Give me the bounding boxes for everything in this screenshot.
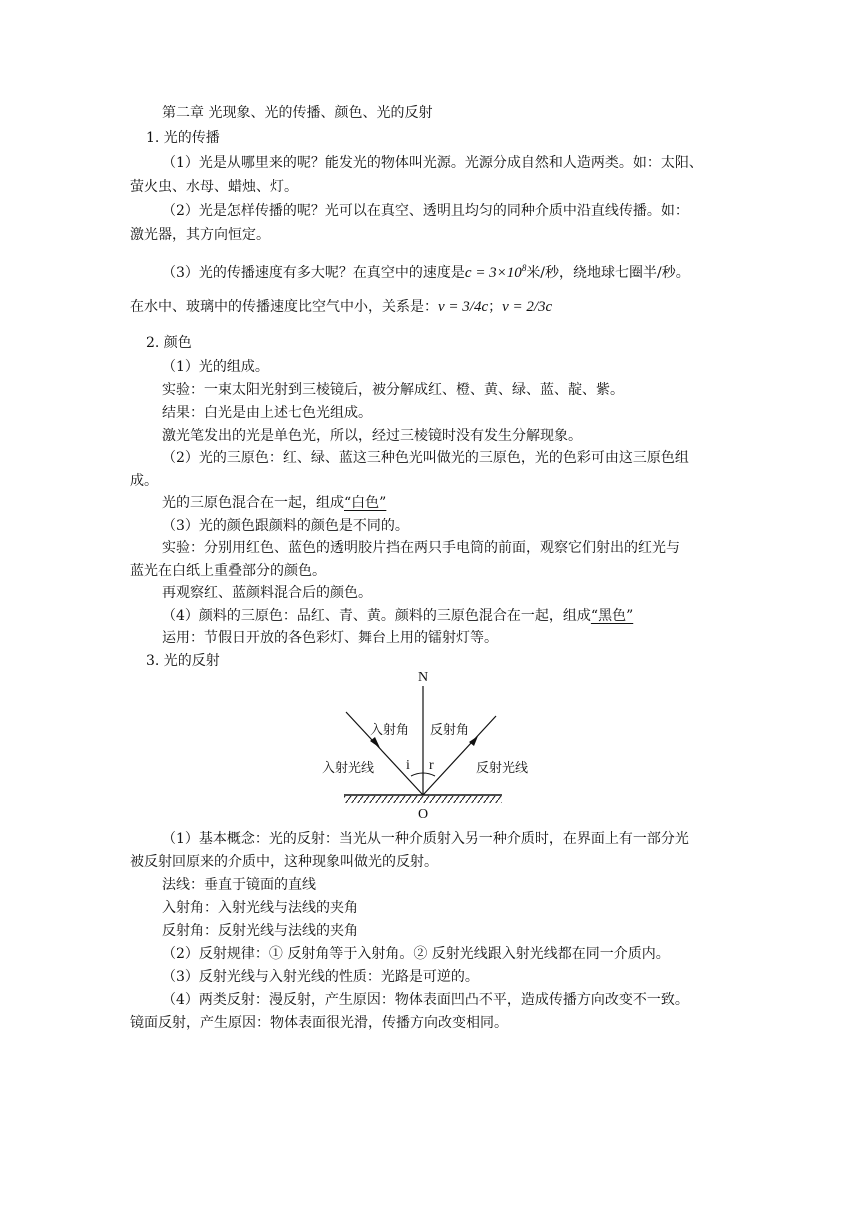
color-line-5a: （2）光的三原色：红、绿、蓝这三种色光叫做光的三原色，光的色彩可由这三原色组 [162, 450, 689, 466]
reflect-line-1a: （1）基本概念：光的反射：当光从一种介质射入另一种介质时，在界面上有一部分光 [162, 831, 689, 847]
reflect-line-4: 反射角：反射光线与法线的夹角 [162, 923, 358, 939]
relation-formula-1: v = 3/4c [438, 299, 489, 315]
black-text: （4）颜料的三原色：品红、青、黄。颜料的三原色混合在一起，组成 [162, 608, 591, 624]
section-2-heading: 2. 颜色 [146, 335, 192, 351]
para-propagation-2: 激光器，其方向恒定。 [130, 227, 270, 243]
page-title: 第二章 光现象、光的传播、颜色、光的反射 [162, 105, 433, 121]
reflection-diagram [318, 664, 529, 824]
para-light-source-2: 萤火虫、水母、蜡烛、灯。 [130, 179, 298, 195]
speed-text-post: 米/秒，绕地球七圈半/秒。 [526, 265, 690, 281]
color-line-1: （1）光的组成。 [162, 359, 269, 375]
reflect-line-6: （3）反射光线与入射光线的性质：光路是可逆的。 [162, 969, 479, 985]
para-light-source-1: （1）光是从哪里来的呢？能发光的物体叫光源。光源分成自然和人造两类。如：太阳、 [162, 155, 703, 171]
incident-angle-label: 入射角 [370, 723, 410, 738]
reflect-line-1b: 被反射回原来的介质中，这种现象叫做光的反射。 [130, 854, 438, 870]
mirror-hatching [344, 796, 502, 803]
section-1-heading: 1. 光的传播 [146, 130, 220, 146]
white-answer: “白色” [344, 495, 387, 511]
speed-text-pre: （3）光的传播速度有多大呢？在真空中的速度是 [162, 265, 465, 281]
color-line-2: 实验：一束太阳光射到三棱镜后，被分解成红、橙、黄、绿、蓝、靛、紫。 [162, 382, 624, 398]
para-propagation-1: （2）光是怎样传播的呢？光可以在真空、透明且均匀的同种介质中沿直线传播。如： [162, 203, 689, 219]
color-line-8a: 实验：分别用红色、蓝色的透明胶片挡在两只手电筒的前面，观察它们射出的红光与 [162, 540, 680, 556]
angle-r-label: r [429, 758, 434, 773]
color-line-6 [162, 493, 386, 513]
reflect-line-7b: 镜面反射，产生原因：物体表面很光滑，传播方向改变相同。 [130, 1015, 508, 1031]
relation-formula-2: v = 2/3c [502, 299, 553, 315]
reflect-line-2: 法线：垂直于镜面的直线 [162, 877, 316, 893]
color-line-11: 运用：节假日开放的各色彩灯、舞台上用的镭射灯等。 [162, 630, 498, 646]
black-answer: “黑色” [590, 608, 634, 624]
relation-separator: ； [488, 299, 503, 315]
incident-ray-label: 入射光线 [322, 761, 375, 776]
color-line-9: 再观察红、蓝颜料混合后的颜色。 [162, 585, 372, 601]
section-3-heading: 3. 光的反射 [146, 653, 220, 669]
origin-label: O [418, 807, 429, 822]
reflect-line-5: （2）反射规律：① 反射角等于入射角。② 反射光线跟入射光线都在同一介质内。 [162, 946, 670, 962]
color-line-5b: 成。 [130, 473, 158, 489]
para-speed-relation [130, 297, 552, 317]
speed-formula: $c = 3\times 10^8$ [464, 263, 527, 281]
para-speed [162, 258, 690, 283]
angle-i-label: i [406, 758, 410, 773]
reflect-line-7a: （4）两类反射：漫反射，产生原因：物体表面凹凸不平，造成传播方向改变不一致。 [162, 992, 689, 1008]
color-line-3: 结果：白光是由上述七色光组成。 [162, 405, 372, 421]
normal-label: N [418, 670, 429, 685]
reflect-line-3: 入射角：入射光线与法线的夹角 [162, 900, 358, 916]
white-text: 光的三原色混合在一起，组成 [162, 495, 344, 511]
color-line-8b: 蓝光在白纸上重叠部分的颜色。 [130, 563, 326, 579]
reflect-ray-label: 反射光线 [476, 761, 529, 776]
relation-text: 在水中、玻璃中的传播速度比空气中小，关系是： [130, 299, 438, 315]
color-line-10 [162, 606, 633, 626]
color-line-4: 激光笔发出的光是单色光，所以，经过三棱镜时没有发生分解现象。 [162, 428, 582, 444]
color-line-7: （3）光的颜色跟颜料的颜色是不同的。 [162, 518, 409, 534]
reflect-angle-label: 反射角 [430, 723, 470, 738]
